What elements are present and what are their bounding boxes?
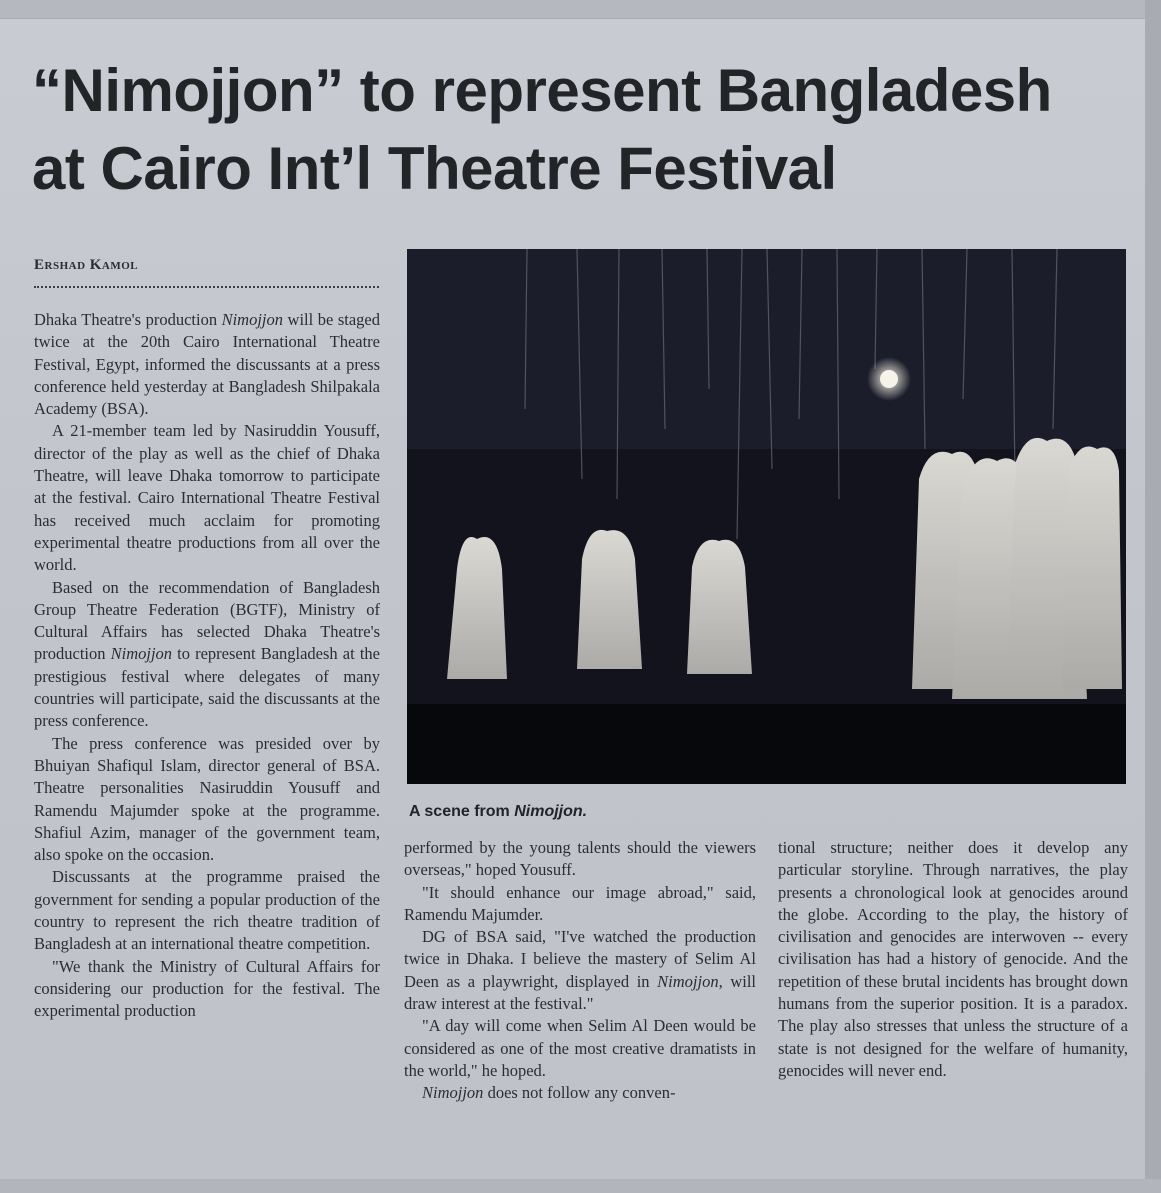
column-2-paragraph: "A day will come when Selim Al Deen would be considered as one of the most creative dramatists in the world," he hoped. (404, 1016, 756, 1080)
column-1-paragraph: "We thank the Ministry of Cultural Affairs for considering our production for the festival. The experimental production (34, 956, 380, 1021)
column-2-paragraph: performed by the young talents should the viewers overseas," hoped Yousuff. (404, 838, 756, 880)
column-2-paragraph (404, 926, 756, 1015)
text-run: will be staged twice at the 20th Cairo International Theatre Festival, Egypt, informed the discussants at a press conference held yesterday at Bangladesh Shilpakala Academy (BSA). (34, 310, 380, 419)
headline-line-1: “Nimojjon” to represent Bangladesh (32, 57, 1052, 124)
text-run: to represent Bangladesh at the prestigious festival where delegates of many countries will participate, said the discussants at the press conference. (34, 644, 380, 731)
stage-photo-illustration (407, 249, 1126, 784)
byline-dotted-rule (34, 286, 379, 288)
stage-photo (407, 249, 1126, 784)
column-2 (404, 837, 756, 1105)
page-top-edge (0, 0, 1161, 19)
byline: Ershad Kamol (34, 257, 139, 273)
column-1-paragraph: Discussants at the programme praised the government for sending a popular production of the country to represent the rich theatre tradition of Bangladesh at an international theatre competition. (34, 867, 380, 954)
stage-upper-dark (407, 249, 1126, 449)
text-run: Based on the recommendation of Bangladesh Group Theatre Federation (BGTF), Ministry of Cultural Affairs has selected Dhaka Theatre's production (34, 577, 380, 664)
column-2-paragraph: "It should enhance our image abroad," said, Ramendu Majumder. (404, 882, 756, 924)
column-1-paragraph (34, 577, 380, 733)
headline (32, 52, 1122, 208)
caption-title: Nimojjon. (514, 803, 588, 820)
play-title: Nimojjon (422, 1083, 484, 1103)
stage-floor (407, 704, 1126, 784)
play-title: Nimojjon (657, 971, 719, 991)
column-3 (778, 837, 1128, 1082)
column-1-paragraph: The press conference was presided over by Bhuiyan Shafiqul Islam, director general of BSA. Theatre personalities Nasiruddin Yousuff and Ramendu Majumder spoke at the programme. Shafiul Azim, manager of the government team, also spoke on the occasion. (34, 733, 380, 865)
column-1-paragraph: A 21-member team led by Nasiruddin Yousuff, director of the play as well as the chief of Dhaka Theatre, will leave Dhaka tomorrow to participate at the festival. Cairo International Theatre Festival has received much acclaim for promoting experimental theatre productions from all over the world. (34, 421, 380, 575)
column-3-paragraph: tional structure; neither does it develop any particular storyline. Through narratives, the play presents a chronological look at genocides around the globe. According to the play, the history of civilisation and genocides are interwoven -- every civilisation has had a history of genocide. And the repetition of these brutal incidents has brought down humans from the superior position. It is a paradox. The play also stresses that unless the structure of a state is not designed for the welfare of humanity, genocides will never end. (778, 838, 1128, 1080)
text-run: DG of BSA said, "I've watched the production twice in Dhaka. I believe the mastery of Selim Al Deen as a playwright, displayed in (404, 927, 756, 991)
page-right-edge (1145, 0, 1161, 1193)
text-run: Dhaka Theatre's production (34, 310, 222, 329)
stage-lamp-core (880, 370, 898, 388)
text-run: does not follow any conven- (483, 1083, 676, 1103)
column-1-paragraph (34, 309, 380, 420)
play-title: Nimojjon (110, 644, 173, 664)
column-1 (34, 309, 380, 1023)
page-bottom-edge (0, 1179, 1161, 1193)
caption-prefix: A scene from (409, 803, 515, 820)
play-title: Nimojjon (221, 310, 284, 329)
photo-caption (409, 803, 587, 821)
text-run: , will draw interest at the festival." (404, 971, 756, 1014)
column-2-paragraph (404, 1082, 756, 1104)
headline-line-2: at Cairo Int’l Theatre Festival (32, 135, 837, 202)
